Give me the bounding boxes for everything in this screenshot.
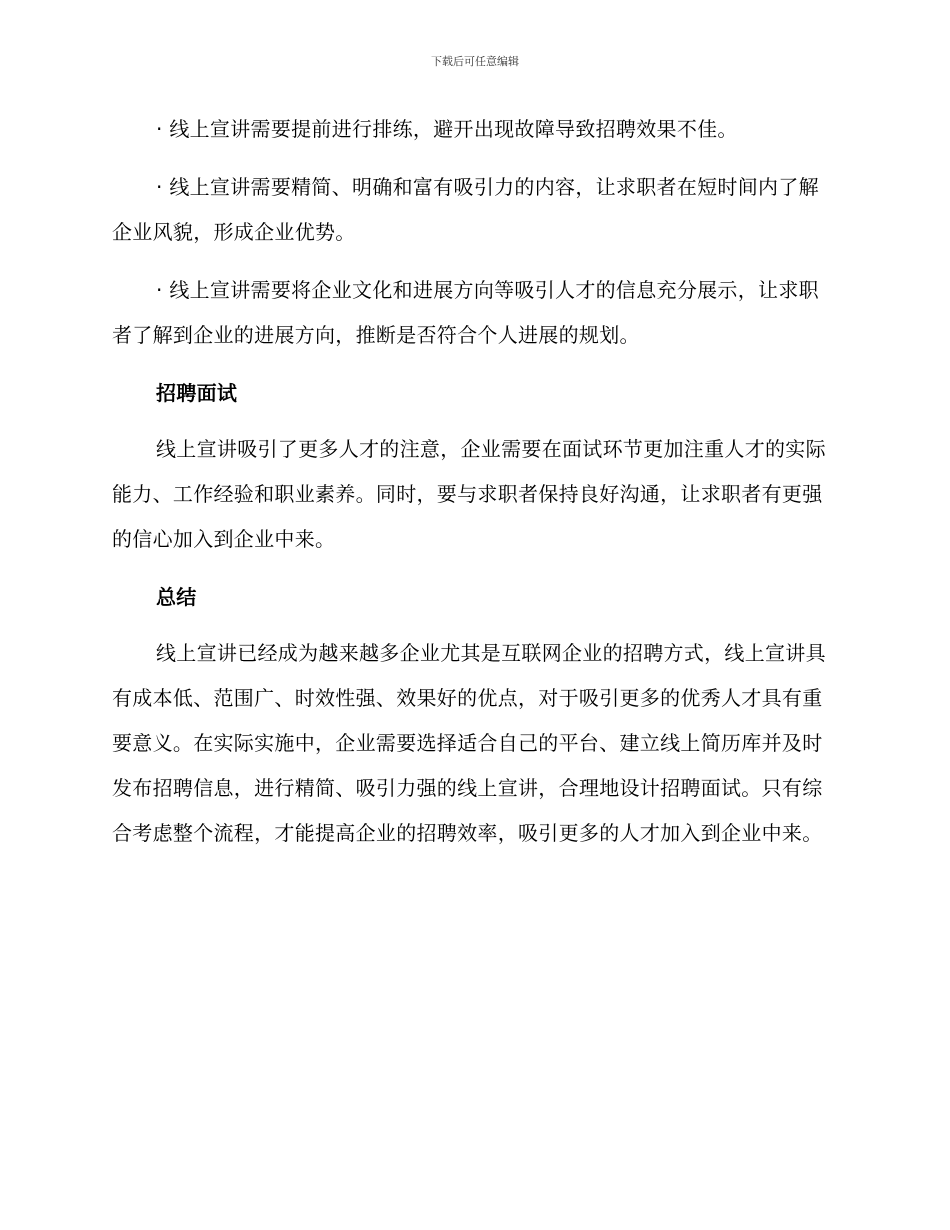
document-body bbox=[112, 107, 832, 856]
bullet-paragraph-3: · 线上宣讲需要将企业文化和进展方向等吸引人才的信息充分展示，让求职者了解到企业的进展方向，推断是否符合个人进展的规划。 bbox=[112, 278, 819, 347]
summary-paragraph: 线上宣讲已经成为越来越多企业尤其是互联网企业的招聘方式，线上宣讲具有成本低、范围广、时效性强、效果好的优点，对于吸引更多的优秀人才具有重要意义。在实际实施中，企业需要选择适合自己的平台、建立线上简历库并及时发布招聘信息，进行精简、吸引力强的线上宣讲，合理地设计招聘面试。只有综合考虑整个流程，才能提高企业的招聘效率，吸引更多的人才加入到企业中来。 bbox=[112, 641, 826, 845]
bullet-paragraph-2: · 线上宣讲需要精简、明确和富有吸引力的内容，让求职者在短时间内了解企业风貌，形成企业优势。 bbox=[112, 175, 819, 244]
section-heading-summary: 总结 bbox=[156, 585, 197, 609]
bullet-paragraph-1: · 线上宣讲需要提前进行排练，避开出现故障导致招聘效果不佳。 bbox=[156, 117, 738, 141]
header-note: 下载后可任意编辑 bbox=[431, 55, 519, 68]
section-heading-interview: 招聘面试 bbox=[156, 381, 238, 405]
interview-paragraph: 线上宣讲吸引了更多人才的注意，企业需要在面试环节更加注重人才的实际能力、工作经验和职业素养。同时，要与求职者保持良好沟通，让求职者有更强的信心加入到企业中来。 bbox=[112, 437, 826, 551]
